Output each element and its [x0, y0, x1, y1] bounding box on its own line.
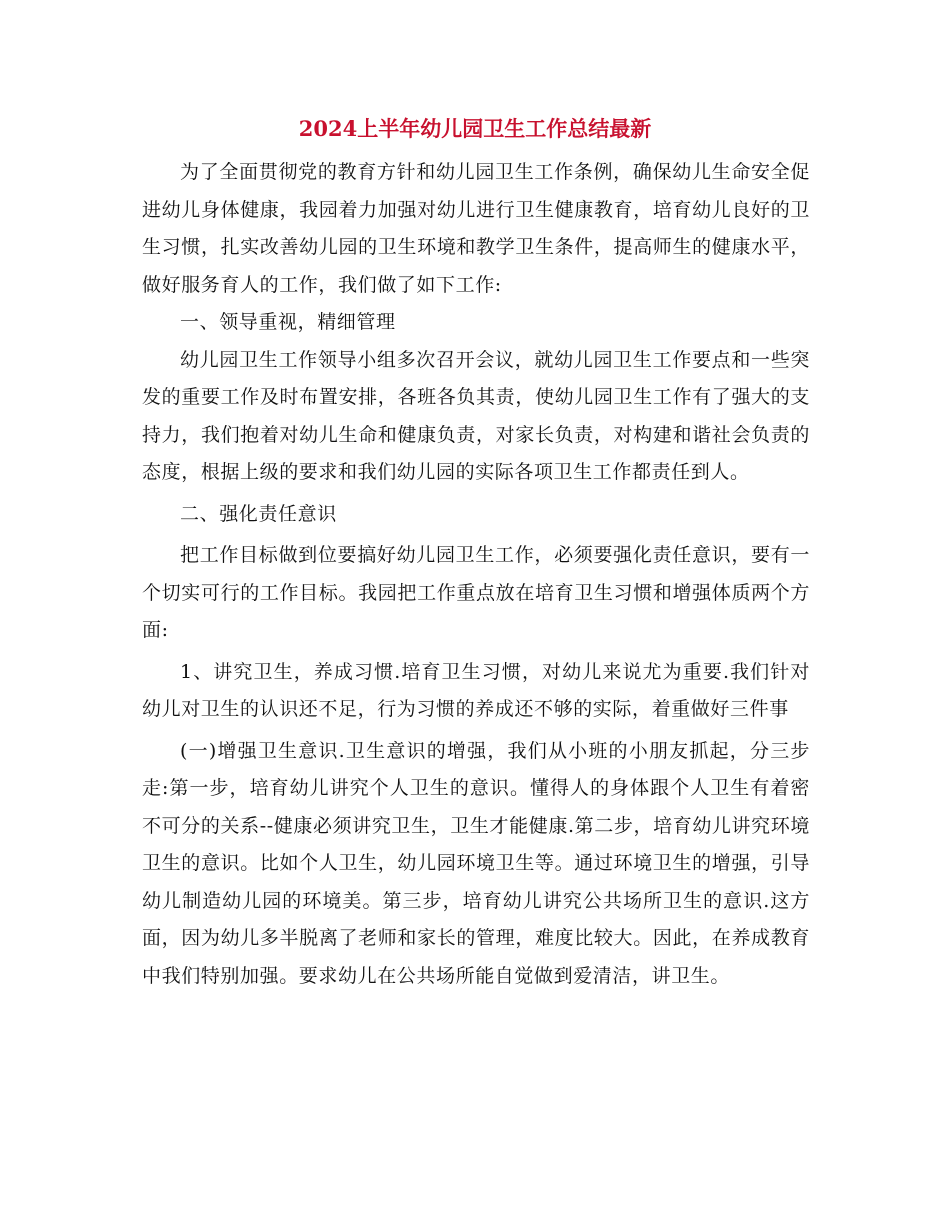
paragraph-responsibility: 把工作目标做到位要搞好幼儿园卫生工作，必须要强化责任意识，要有一个切实可行的工作目标。我园把工作重点放在培育卫生习惯和增强体质两个方面: — [142, 544, 810, 641]
paragraph-leadership: 幼儿园卫生工作领导小组多次召开会议，就幼儿园卫生工作要点和一些突发的重要工作及时布置安排，各班各负其责，使幼儿园卫生工作有了强大的支持力，我们抱着对幼儿生命和健康负责，对家长负责，对构建和谐社会负责的态度，根据上级的要求和我们幼儿园的实际各项卫生工作都责任到人。 — [142, 348, 810, 483]
document-title: 2024上半年幼儿园卫生工作总结最新 — [298, 116, 652, 141]
paragraph-intro: 为了全面贯彻党的教育方针和幼儿园卫生工作条例，确保幼儿生命安全促进幼儿身体健康，我园着力加强对幼儿进行卫生健康教育，培育幼儿良好的卫生习惯，扎实改善幼儿园的卫生环境和教学卫生条件，提高师生的健康水平，做好服务育人的工作，我们做了如下工作: — [142, 161, 810, 296]
paragraph-hygiene-habits: 1、讲究卫生，养成习惯.培育卫生习惯，对幼儿来说尤为重要.我们针对幼儿对卫生的认识还不足，行为习惯的养成还不够的实际，着重做好三件事 — [142, 660, 810, 720]
section-heading-1: 一、领导重视，精细管理 — [180, 311, 396, 333]
section-heading-2: 二、强化责任意识 — [180, 502, 337, 525]
paragraph-hygiene-awareness: (一)增强卫生意识.卫生意识的增强，我们从小班的小朋友抓起，分三步走:第一步，培育幼儿讲究个人卫生的意识。懂得人的身体跟个人卫生有着密不可分的关系--健康必须讲究卫生，卫生才能健康.第二步，培育幼儿讲究环境卫生的意识。比如个人卫生，幼儿园环境卫生等。通过环境卫生的增强，引导幼儿制造幼儿园的环境美。第三步，培育幼儿讲究公共场所卫生的意识.这方面，因为幼儿多半脱离了老师和家长的管理，难度比较大。因此，在养成教育中我们特别加强。要求幼儿在公共场所能自觉做到爱清洁，讲卫生。 — [142, 739, 810, 987]
document-body — [142, 154, 810, 995]
